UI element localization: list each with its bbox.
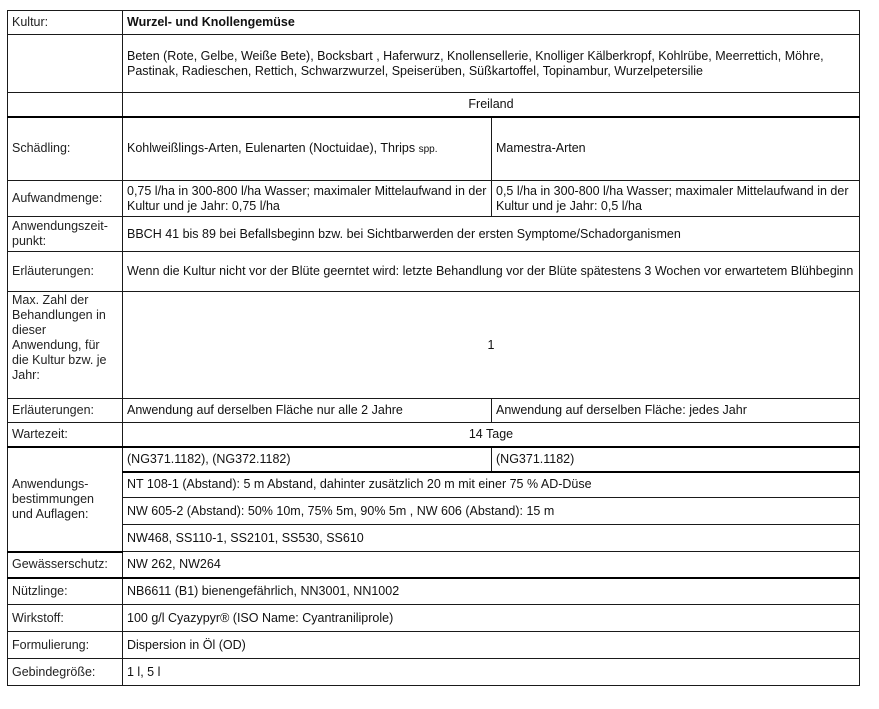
row-bestimmungen-ng bbox=[8, 447, 860, 472]
row-bestimmungen-ss bbox=[8, 525, 860, 552]
kultur-label: Kultur: bbox=[8, 11, 123, 35]
row-wartezeit bbox=[8, 423, 860, 447]
wirkstoff-value: 100 g/l Cyazypyr® (ISO Name: Cyantraniliprole) bbox=[123, 605, 860, 632]
row-aufwand bbox=[8, 181, 860, 217]
row-wirkstoff bbox=[8, 605, 860, 632]
erlaeuterungen-2-value-1: Anwendung auf derselben Fläche nur alle 2 Jahre bbox=[123, 399, 492, 423]
formulierung-label: Formulierung: bbox=[8, 632, 123, 659]
row-gebindegroesse bbox=[8, 659, 860, 686]
gewaesserschutz-label: Gewässerschutz: bbox=[8, 552, 123, 578]
row-bestimmungen-nw bbox=[8, 498, 860, 525]
freiland-label: Freiland bbox=[123, 93, 860, 117]
gebindegroesse-label: Gebindegröße: bbox=[8, 659, 123, 686]
gewaesserschutz-value: NW 262, NW264 bbox=[123, 552, 860, 578]
bestimmungen-nt: NT 108-1 (Abstand): 5 m Abstand, dahinter zusätzlich 20 m mit einer 75 % AD-Düse bbox=[123, 472, 860, 498]
erlaeuterungen-2-value-2: Anwendung auf derselben Fläche: jedes Jahr bbox=[492, 399, 860, 423]
erlaeuterungen-1-value: Wenn die Kultur nicht vor der Blüte geerntet wird: letzte Behandlung vor der Blüte spätestens 3 Wochen vor erwartetem Blühbeginn bbox=[123, 252, 860, 292]
wartezeit-label: Wartezeit: bbox=[8, 423, 123, 447]
row-formulierung bbox=[8, 632, 860, 659]
zeitpunkt-value: BBCH 41 bis 89 bei Befallsbeginn bzw. bei Sichtbarwerden der ersten Symptome/Schadorganismen bbox=[123, 217, 860, 252]
row-gewaesserschutz bbox=[8, 552, 860, 578]
kultur-list-empty-cell bbox=[8, 35, 123, 93]
max-behandlungen-value: 1 bbox=[123, 292, 860, 399]
row-schaedling bbox=[8, 117, 860, 181]
aufwand-label: Aufwandmenge: bbox=[8, 181, 123, 217]
max-behandlungen-label: Max. Zahl der Behandlungen in dieser Anwendung, für die Kultur bzw. je Jahr: bbox=[8, 292, 123, 399]
schaedling-1-text: Kohlweißlings-Arten, Eulenarten (Noctuidae), Thrips bbox=[127, 140, 416, 155]
row-max-behandlungen bbox=[8, 292, 860, 399]
kultur-list: Beten (Rote, Gelbe, Weiße Bete), Bocksbart , Haferwurz, Knollensellerie, Knolliger Kälberkropf, Kohlrübe, Meerrettich, Möhre, Pastinak, Radieschen, Rettich, Schwarzwurzel, Speiserüben, Süßkartoffel, Topinambur, Wurzelpetersilie bbox=[123, 35, 860, 93]
zeitpunkt-label: Anwendungszeit-punkt: bbox=[8, 217, 123, 252]
schaedling-2: Mamestra-Arten bbox=[492, 117, 860, 181]
schaedling-1-spp: spp. bbox=[418, 143, 438, 155]
erlaeuterungen-2-label: Erläuterungen: bbox=[8, 399, 123, 423]
gebindegroesse-value: 1 l, 5 l bbox=[123, 659, 860, 686]
row-erlaeuterungen-2 bbox=[8, 399, 860, 423]
kultur-value: Wurzel- und Knollengemüse bbox=[123, 11, 860, 35]
schaedling-label: Schädling: bbox=[8, 117, 123, 181]
erlaeuterungen-1-label: Erläuterungen: bbox=[8, 252, 123, 292]
wartezeit-value: 14 Tage bbox=[123, 423, 860, 447]
row-bestimmungen-nt bbox=[8, 472, 860, 498]
aufwand-2: 0,5 l/ha in 300-800 l/ha Wasser; maximaler Mittelaufwand in der Kultur und je Jahr: 0,5 l/ha bbox=[492, 181, 860, 217]
bestimmungen-ng-1: (NG371.1182), (NG372.1182) bbox=[123, 447, 492, 472]
row-nuetzlinge bbox=[8, 578, 860, 605]
row-kultur bbox=[8, 11, 860, 35]
wirkstoff-label: Wirkstoff: bbox=[8, 605, 123, 632]
row-zeitpunkt bbox=[8, 217, 860, 252]
product-info-table bbox=[7, 10, 860, 686]
bestimmungen-ss: NW468, SS110-1, SS2101, SS530, SS610 bbox=[123, 525, 860, 552]
aufwand-1: 0,75 l/ha in 300-800 l/ha Wasser; maximaler Mittelaufwand in der Kultur und je Jahr: 0,75 l/ha bbox=[123, 181, 492, 217]
bestimmungen-nw: NW 605-2 (Abstand): 50% 10m, 75% 5m, 90% 5m , NW 606 (Abstand): 15 m bbox=[123, 498, 860, 525]
bestimmungen-ng-2: (NG371.1182) bbox=[492, 447, 860, 472]
nuetzlinge-label: Nützlinge: bbox=[8, 578, 123, 605]
freiland-empty-cell bbox=[8, 93, 123, 117]
row-kultur-list bbox=[8, 35, 860, 93]
row-erlaeuterungen-1 bbox=[8, 252, 860, 292]
row-freiland bbox=[8, 93, 860, 117]
bestimmungen-label: Anwendungs-bestimmungen und Auflagen: bbox=[8, 447, 123, 552]
schaedling-1 bbox=[123, 117, 492, 181]
nuetzlinge-value: NB6611 (B1) bienengefährlich, NN3001, NN1002 bbox=[123, 578, 860, 605]
formulierung-value: Dispersion in Öl (OD) bbox=[123, 632, 860, 659]
